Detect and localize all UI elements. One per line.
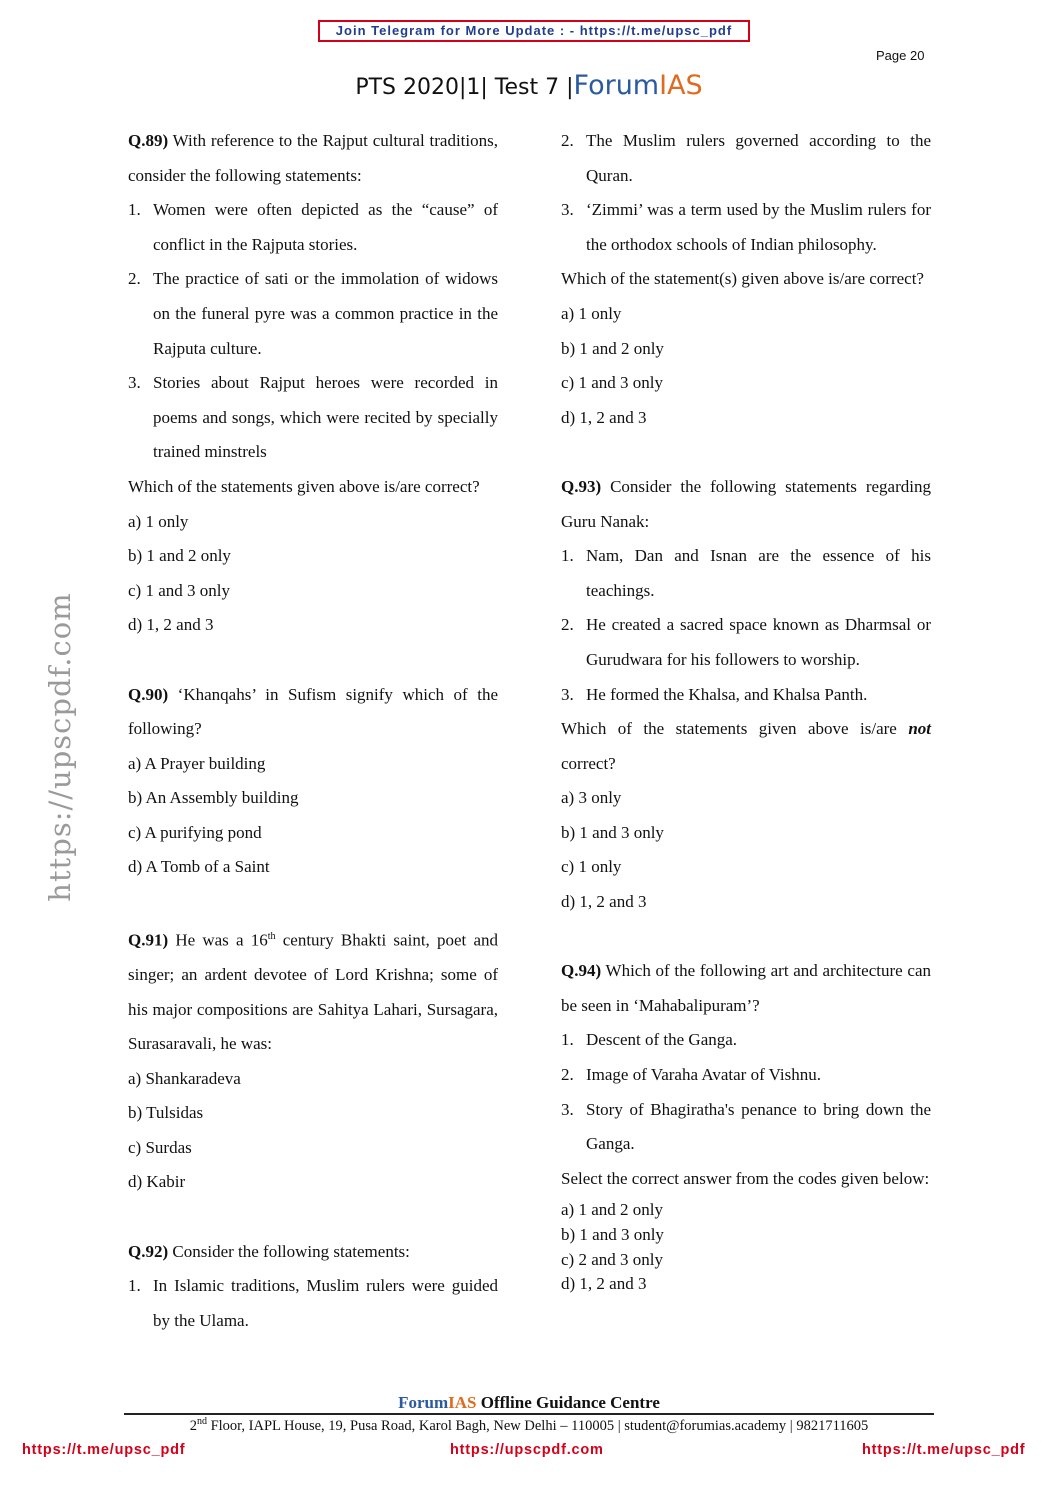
option-d: d) 1, 2 and 3 [561,1274,647,1294]
question-prompt: Which of the statement(s) given above is/are correct? [561,269,924,289]
page-number: Page 20 [876,48,925,63]
brand-ias: IAS [659,70,703,101]
question-prompt: Select the correct answer from the codes given below: [561,1168,930,1188]
header-title: PTS 2020|1| Test 7 | [355,75,574,100]
statement-3: 3. He formed the Khalsa, and Khalsa Panth. [561,684,868,704]
page-header [0,70,1058,101]
footer-divider [124,1413,934,1415]
footer-link-left[interactable]: https://t.me/upsc_pdf [22,1442,186,1458]
footer-address: 2nd Floor, IAPL House, 19, Pusa Road, Karol Bagh, New Delhi – 110005 | student@forumias.academy | 9821711605 [189,1416,869,1434]
option-a: a) A Prayer building [128,753,266,773]
question-number: Q.93) [561,476,602,496]
question-94 [561,954,931,1297]
question-stem: Consider the following statements: [168,1241,410,1261]
footer-link-right[interactable]: https://t.me/upsc_pdf [862,1442,1026,1458]
statement-3: 3. Story of Bhagiratha's penance to bring down the Ganga. [561,1099,931,1154]
side-watermark: https://upscpdf.com [43,592,77,902]
question-prompt: Which of the statements given above is/are correct? [128,476,480,496]
option-c: c) 1 and 3 only [128,580,230,600]
option-c: c) A purifying pond [128,822,262,842]
right-column [561,124,931,1297]
option-d: d) 1, 2 and 3 [561,892,647,912]
question-stem: With reference to the Rajput cultural traditions, consider the following statements: [128,131,498,185]
option-a: a) 3 only [561,788,622,808]
option-b: b) An Assembly building [128,788,299,808]
statement-2: 2. The Muslim rulers governed according to the Quran. [561,131,931,185]
statement-3: 3. ‘Zimmi’ was a term used by the Muslim rulers for the orthodox schools of Indian philosophy. [561,200,931,254]
statement-2: 2. Image of Varaha Avatar of Vishnu. [561,1065,822,1085]
question-number: Q.90) [128,684,169,704]
question-93 [561,470,931,920]
option-c: c) Surdas [128,1137,192,1157]
question-89 [128,124,498,643]
question-stem: ‘Khanqahs’ in Sufism signify which of the following? [128,684,498,739]
statement-2: 2. He created a sacred space known as Dharmsal or Gurudwara for his followers to worship. [561,615,931,669]
option-d: d) A Tomb of a Saint [128,857,270,877]
option-d: d) 1, 2 and 3 [561,407,647,427]
question-number: Q.91) [128,930,169,950]
question-prompt: Which of the statements given above is/are not correct? [561,719,931,773]
option-c: c) 2 and 3 only [561,1249,663,1269]
statement-1: 1. In Islamic traditions, Muslim rulers were guided by the Ulama. [128,1276,498,1330]
footer-title: ForumIAS Offline Guidance Centre [398,1393,660,1412]
statement-3: 3. Stories about Rajput heroes were recorded in poems and songs, which were recited by specially trained minstrels [128,373,498,462]
telegram-banner[interactable]: Join Telegram for More Update : - https://t.me/upsc_pdf [318,20,750,42]
question-92 [128,1235,498,1339]
question-number: Q.92) [128,1241,169,1261]
option-b: b) Tulsidas [128,1103,204,1123]
option-c: c) 1 only [561,857,622,877]
statement-1: 1. Women were often depicted as the “cause” of conflict in the Rajputa stories. [128,200,498,254]
footer-link-center[interactable]: https://upscpdf.com [450,1442,604,1458]
brand-forum: Forum [573,70,660,101]
left-column [128,124,498,1338]
option-c: c) 1 and 3 only [561,373,663,393]
option-b: b) 1 and 2 only [561,338,664,358]
option-a: a) 1 only [128,511,189,531]
option-a: a) 1 only [561,303,622,323]
option-d: d) 1, 2 and 3 [128,615,214,635]
statement-1: 1. Nam, Dan and Isnan are the essence of his teachings. [561,546,931,600]
question-92-continued [561,124,931,435]
option-b: b) 1 and 2 only [128,546,231,566]
question-stem: Consider the following statements regarding Guru Nanak: [561,476,931,531]
option-b: b) 1 and 3 only [561,822,664,842]
question-91: Q.91) He was a 16th century Bhakti saint, poet and singer; an ardent devotee of Lord Krishna; some of his major compositions are Sahitya Lahari, Sursagara, Surasaravali, he was: a) Shankaradeva b) Tulsidas c) Surdas d) Kabir [128,920,498,1200]
statement-1: 1. Descent of the Ganga. [561,1030,738,1050]
question-number: Q.89) [128,131,169,150]
question-90 [128,678,498,886]
option-a: a) Shankaradeva [128,1068,241,1088]
question-stem: Which of the following art and architecture can be seen in ‘Mahabalipuram’? [561,961,931,1015]
option-a: a) 1 and 2 only [561,1200,663,1220]
option-b: b) 1 and 3 only [561,1225,664,1244]
statement-2: 2. The practice of sati or the immolation of widows on the funeral pyre was a common practice in the Rajputa culture. [128,269,498,358]
option-d: d) Kabir [128,1172,186,1192]
question-number: Q.94) [561,961,602,981]
